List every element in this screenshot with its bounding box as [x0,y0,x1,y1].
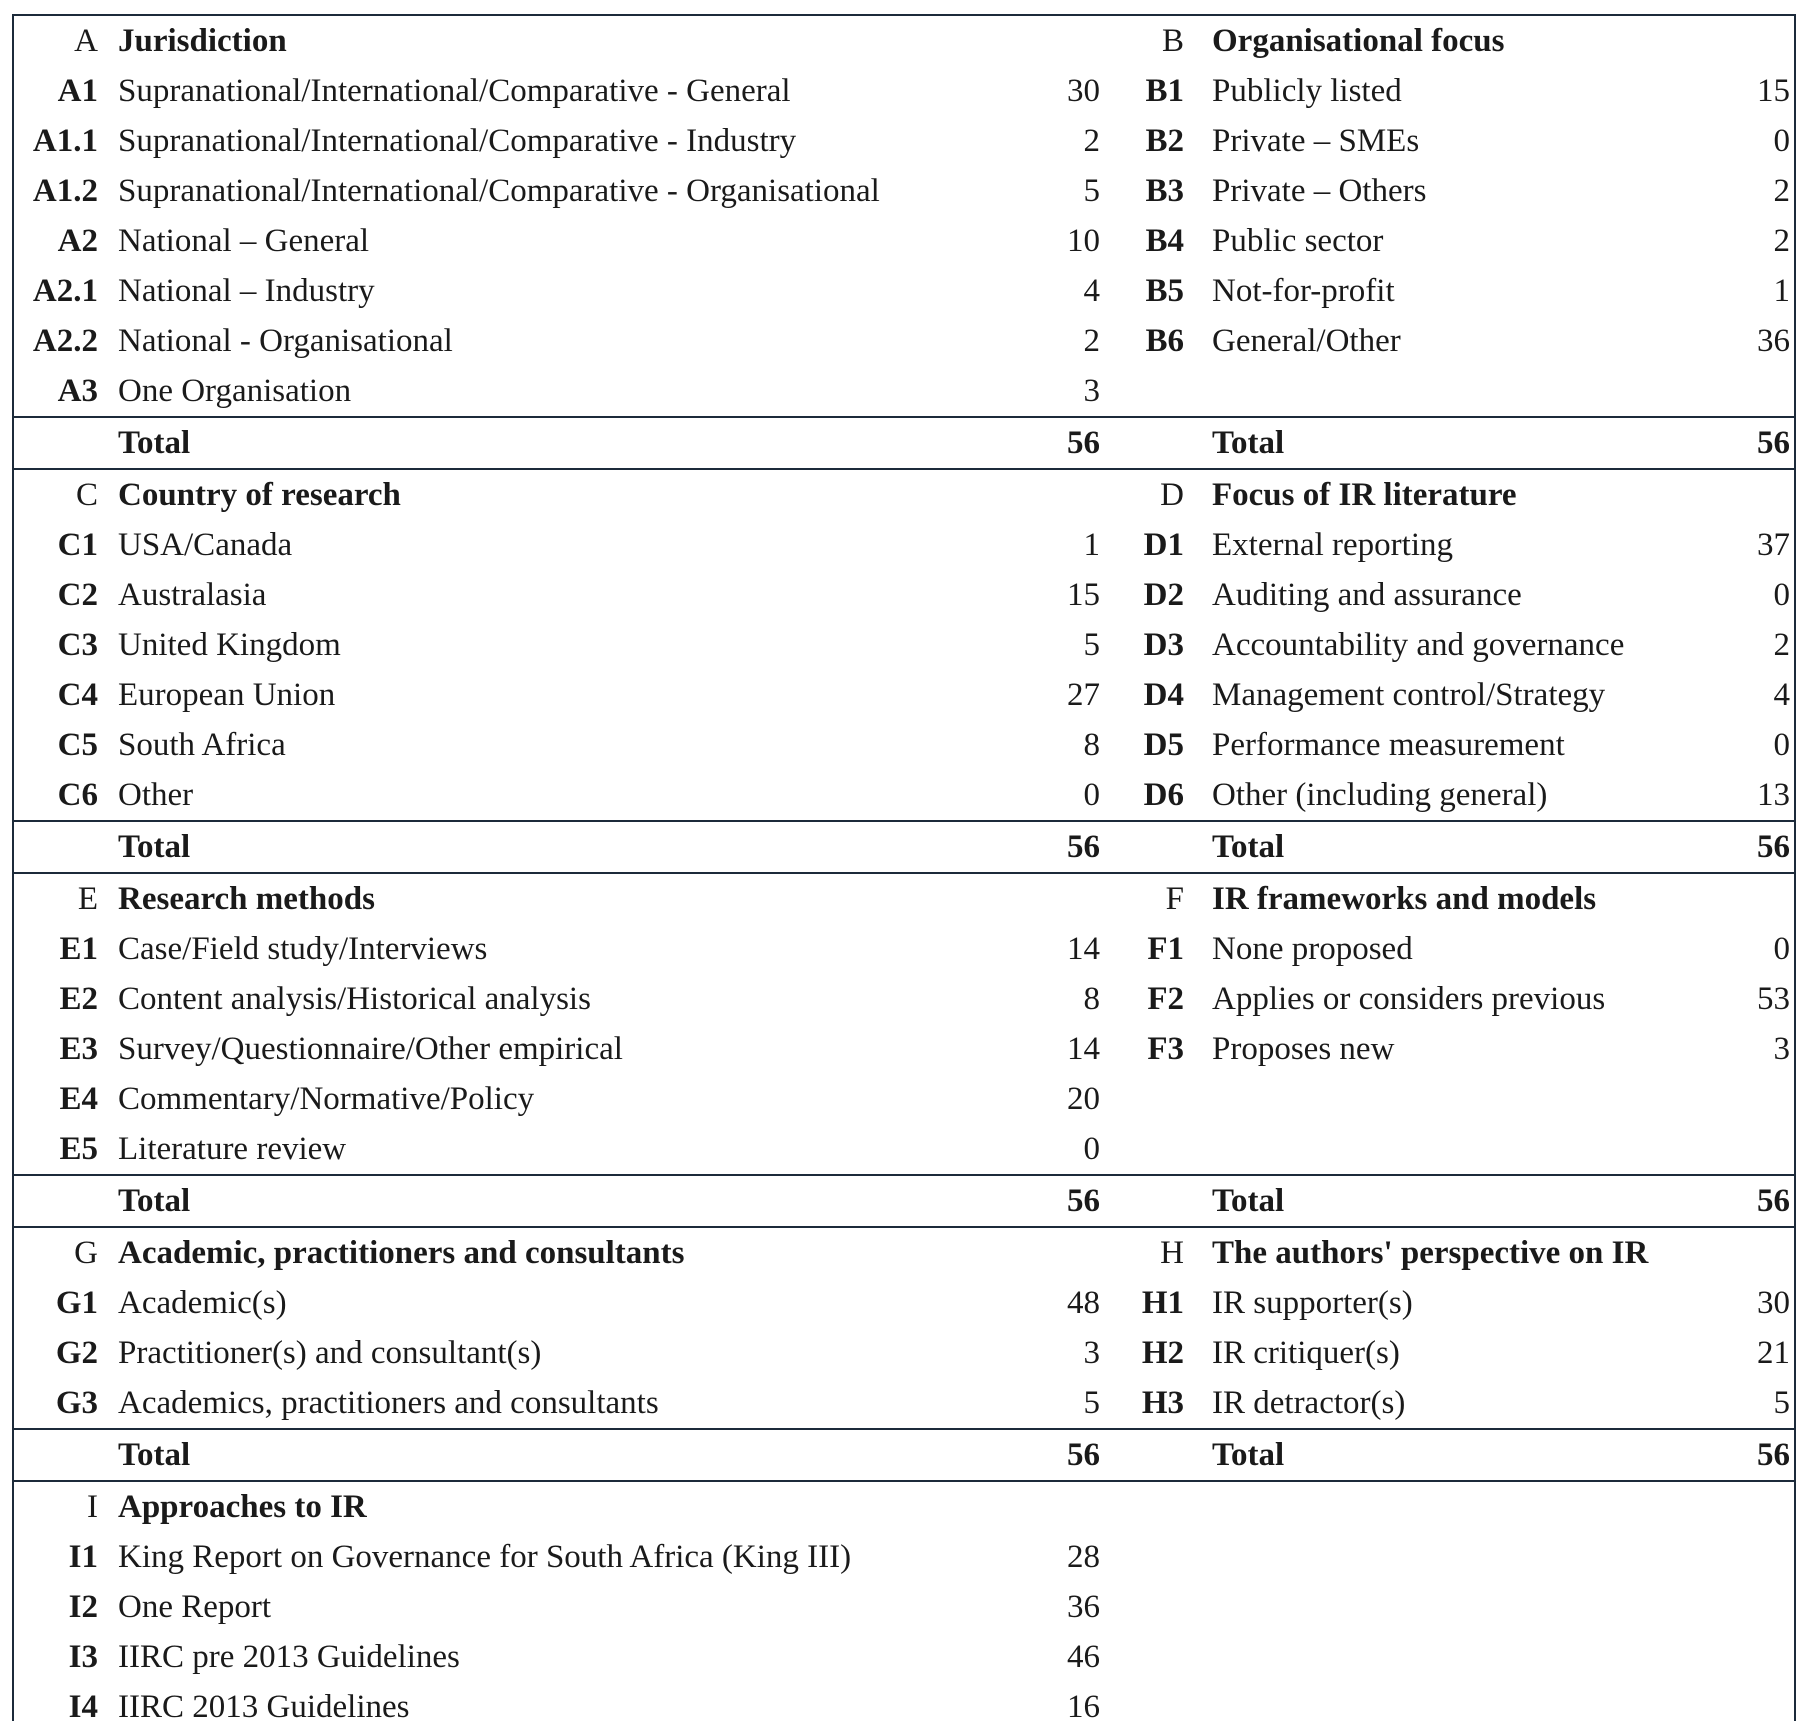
item-count: 46 [1067,1639,1100,1675]
item-code: H3 [1141,1385,1184,1421]
item-count: 1 [1773,273,1790,309]
item-label: Accountability and governance [1212,627,1625,663]
total-count: 56 [1757,425,1790,461]
item-code: H1 [1141,1285,1184,1321]
item-label: Proposes new [1212,1031,1395,1067]
item-label: Other (including general) [1212,777,1548,813]
item-label: Management control/Strategy [1212,677,1606,713]
item-code: D4 [1143,677,1184,713]
item-count: 21 [1757,1335,1790,1371]
item-count: 28 [1067,1539,1100,1575]
item-label: Supranational/International/Comparative - Industry [118,123,797,159]
item-label: Publicly listed [1212,73,1402,109]
table-row [14,1378,1794,1428]
item-code: D1 [1143,527,1184,563]
item-count: 10 [1067,223,1100,259]
section-header-row [14,470,1794,520]
item-code: A1.1 [32,123,98,159]
section-title: Academic, practitioners and consultants [118,1235,685,1271]
item-code: C2 [57,577,98,613]
table-row [14,316,1794,366]
item-count: 5 [1773,1385,1790,1421]
total-count: 56 [1067,829,1100,865]
item-code: A2.1 [32,273,98,309]
item-count: 36 [1067,1589,1100,1625]
item-count: 5 [1083,1385,1100,1421]
item-label: Applies or considers previous [1212,981,1606,1017]
section-title: Jurisdiction [118,23,287,59]
item-code: B2 [1145,123,1184,159]
total-row [14,1430,1794,1480]
table-row [14,1532,1794,1582]
item-code: A2.2 [32,323,98,359]
section-title: Research methods [118,881,375,917]
item-code: B1 [1145,73,1184,109]
section-code: D [1160,477,1184,513]
item-count: 27 [1067,677,1100,713]
table-row [14,924,1794,974]
item-code: G2 [55,1335,98,1371]
item-count: 14 [1067,931,1100,967]
item-code: E3 [59,1031,98,1067]
item-label: Case/Field study/Interviews [118,931,488,967]
item-count: 15 [1757,73,1790,109]
item-count: 5 [1083,173,1100,209]
item-label: King Report on Governance for South Africa (King III) [118,1539,852,1575]
section-code: F [1165,881,1184,917]
item-count: 15 [1067,577,1100,613]
section-code: E [77,881,98,917]
table-row [14,770,1794,820]
classification-table [12,14,1796,1725]
item-label: Practitioner(s) and consultant(s) [118,1335,542,1371]
table-row [14,1582,1794,1632]
item-label: General/Other [1212,323,1401,359]
item-label: Survey/Questionnaire/Other empirical [118,1031,623,1067]
item-count: 20 [1067,1081,1100,1117]
total-row [14,418,1794,468]
section-header-row [14,874,1794,924]
item-count: 0 [1773,123,1790,159]
item-count: 30 [1757,1285,1790,1321]
item-label: National - Organisational [118,323,453,359]
table-row [14,670,1794,720]
item-code: E1 [59,931,98,967]
item-code: G3 [55,1385,98,1421]
item-code: D6 [1143,777,1184,813]
item-label: Australasia [118,577,267,613]
table-row [14,720,1794,770]
section-title: Focus of IR literature [1212,477,1517,513]
section-code: A [74,23,98,59]
item-code: B4 [1145,223,1184,259]
item-count: 8 [1083,981,1100,1017]
item-code: D3 [1143,627,1184,663]
total-label: Total [1212,1183,1285,1219]
total-label: Total [118,425,191,461]
item-code: I2 [68,1589,98,1625]
item-count: 2 [1083,123,1100,159]
item-code: A2 [57,223,98,259]
section-header-row [14,1482,1794,1532]
item-count: 1 [1083,527,1100,563]
item-count: 37 [1757,527,1790,563]
item-label: United Kingdom [118,627,341,663]
item-code: C6 [57,777,98,813]
section-header-row [14,16,1794,66]
item-label: IIRC pre 2013 Guidelines [118,1639,460,1675]
item-label: Commentary/Normative/Policy [118,1081,535,1117]
table-row [14,266,1794,316]
item-code: E5 [59,1131,98,1167]
item-count: 3 [1773,1031,1790,1067]
item-code: D5 [1143,727,1184,763]
total-label: Total [118,829,191,865]
item-count: 14 [1067,1031,1100,1067]
table-row [14,1328,1794,1378]
item-count: 0 [1773,577,1790,613]
item-code: H2 [1141,1335,1184,1371]
item-label: USA/Canada [118,527,293,563]
table-row [14,520,1794,570]
total-count: 56 [1757,1183,1790,1219]
item-count: 0 [1083,1131,1100,1167]
total-count: 56 [1067,425,1100,461]
item-label: One Report [118,1589,272,1625]
table-row [14,1074,1794,1124]
item-count: 48 [1067,1285,1100,1321]
item-count: 4 [1083,273,1100,309]
item-label: IR critiquer(s) [1212,1335,1400,1371]
table-row [14,1682,1794,1732]
item-label: Literature review [118,1131,347,1167]
item-count: 2 [1773,223,1790,259]
item-label: Public sector [1212,223,1384,259]
item-count: 2 [1773,627,1790,663]
item-count: 16 [1067,1689,1100,1725]
item-count: 0 [1083,777,1100,813]
section-title: Organisational focus [1212,23,1505,59]
item-code: C4 [57,677,98,713]
item-code: G1 [55,1285,98,1321]
item-label: Academic(s) [118,1285,287,1321]
section-code: I [87,1489,98,1525]
item-count: 0 [1773,931,1790,967]
item-code: F3 [1147,1031,1184,1067]
table-row [14,1632,1794,1682]
total-row [14,1176,1794,1226]
table-row [14,620,1794,670]
total-label: Total [1212,1437,1285,1473]
item-code: E2 [59,981,98,1017]
item-code: F1 [1147,931,1184,967]
item-count: 3 [1083,373,1100,409]
item-count: 5 [1083,627,1100,663]
item-label: External reporting [1212,527,1453,563]
item-code: F2 [1147,981,1184,1017]
table-row [14,216,1794,266]
table-row [14,1124,1794,1174]
item-code: I3 [68,1639,98,1675]
item-count: 53 [1757,981,1790,1017]
item-count: 3 [1083,1335,1100,1371]
item-label: Supranational/International/Comparative - Organisational [118,173,880,209]
item-label: None proposed [1212,931,1413,967]
item-count: 2 [1773,173,1790,209]
item-label: Supranational/International/Comparative - General [118,73,791,109]
table-row [14,1278,1794,1328]
section-title: Approaches to IR [118,1489,367,1525]
item-label: Auditing and assurance [1212,577,1522,613]
item-code: I4 [68,1689,98,1725]
section-title: The authors' perspective on IR [1212,1235,1649,1271]
total-label: Total [118,1183,191,1219]
item-count: 8 [1083,727,1100,763]
section-code: C [75,477,98,513]
item-code: A1 [57,73,98,109]
total-count: 56 [1067,1183,1100,1219]
item-count: 13 [1757,777,1790,813]
table-row [14,974,1794,1024]
table-row [14,366,1794,416]
item-label: One Organisation [118,373,352,409]
item-label: South Africa [118,727,286,763]
item-label: National – General [118,223,370,259]
item-label: Content analysis/Historical analysis [118,981,591,1017]
item-label: National – Industry [118,273,375,309]
total-label: Total [118,1437,191,1473]
section-code: H [1160,1235,1184,1271]
table-row [14,1024,1794,1074]
item-label: European Union [118,677,336,713]
item-code: E4 [59,1081,98,1117]
total-row [14,822,1794,872]
item-label: Academics, practitioners and consultants [118,1385,659,1421]
table-row [14,66,1794,116]
item-code: B5 [1145,273,1184,309]
item-label: IIRC 2013 Guidelines [118,1689,410,1725]
item-label: Performance measurement [1212,727,1565,763]
total-count: 56 [1757,829,1790,865]
item-code: A3 [57,373,98,409]
section-title: Country of research [118,477,401,513]
item-label: Private – SMEs [1212,123,1420,159]
total-count: 56 [1757,1437,1790,1473]
total-label: Total [1212,829,1285,865]
item-code: B6 [1145,323,1184,359]
item-label: IR detractor(s) [1212,1385,1406,1421]
item-label: Private – Others [1212,173,1427,209]
item-code: D2 [1143,577,1184,613]
table-row [14,570,1794,620]
section-header-row [14,1228,1794,1278]
item-label: IR supporter(s) [1212,1285,1413,1321]
section-code: B [1161,23,1184,59]
table-row [14,166,1794,216]
item-code: C1 [57,527,98,563]
item-code: A1.2 [32,173,98,209]
item-code: C3 [57,627,98,663]
total-count: 56 [1067,1437,1100,1473]
item-count: 36 [1757,323,1790,359]
item-label: Not-for-profit [1212,273,1395,309]
section-code: G [74,1235,98,1271]
total-label: Total [1212,425,1285,461]
item-label: Other [118,777,194,813]
item-code: I1 [68,1539,98,1575]
item-count: 30 [1067,73,1100,109]
table-row [14,116,1794,166]
item-count: 4 [1773,677,1790,713]
section-title: IR frameworks and models [1212,881,1597,917]
item-code: C5 [57,727,98,763]
item-count: 0 [1773,727,1790,763]
item-code: B3 [1145,173,1184,209]
item-count: 2 [1083,323,1100,359]
